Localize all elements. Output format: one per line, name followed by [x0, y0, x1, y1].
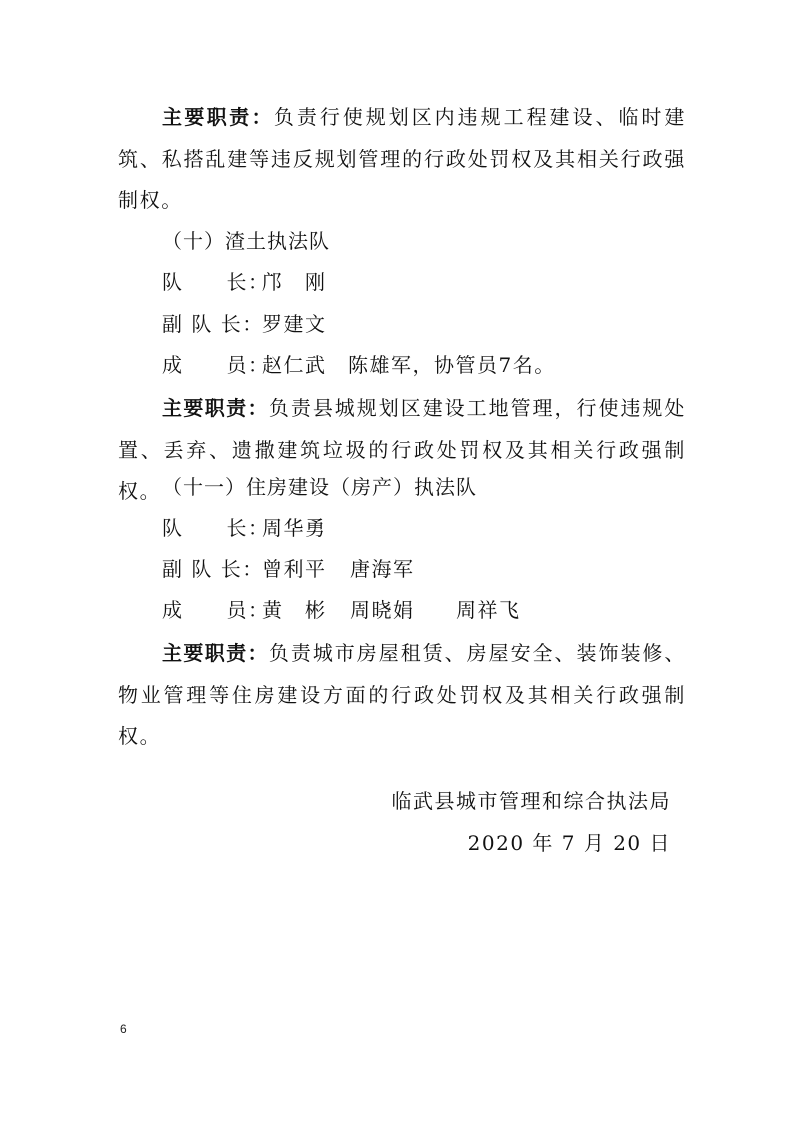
signature-organization: 临武县城市管理和综合执法局 [391, 789, 671, 813]
section-heading-11: （十一）住房建设（房产）执法队 [162, 475, 477, 499]
leader-label: 队 长： [162, 516, 270, 540]
member-name-3: 周祥飞 [456, 598, 521, 622]
duty-label: 主要职责： [162, 105, 274, 129]
duty-text: 负责行使规划区内违规工程建设、临时建筑、私搭乱建等违反规划管理的行政处罚权及其相关行政强制权。 [118, 105, 687, 212]
deputy-line-11 [162, 554, 415, 584]
section-heading-10: （十）渣土执法队 [162, 229, 330, 253]
members-label: 成 员： [162, 598, 270, 622]
leader-line-11 [162, 513, 327, 543]
duty-label: 主要职责： [162, 641, 269, 665]
member-name-2: 周晓娟 [350, 598, 415, 622]
member-name-1: 黄 彬 [262, 598, 327, 622]
deputy-line-10 [162, 309, 327, 339]
duty-text: 负责城市房屋租赁、房屋安全、装饰装修、物业管理等住房建设方面的行政处罚权及其相关行政强制权。 [118, 641, 687, 748]
deputy-name: 罗建文 [262, 312, 327, 336]
leader-label: 队 长： [162, 270, 270, 294]
leader-line-10 [162, 267, 327, 297]
deputy-name-2: 唐海军 [350, 557, 415, 581]
members-line-10 [162, 350, 556, 380]
leader-name: 周华勇 [262, 516, 327, 540]
members-label: 成 员： [162, 353, 270, 377]
leader-name: 邝 刚 [262, 270, 327, 294]
deputy-label: 副 队 长： [162, 312, 264, 336]
duty-paragraph-11 [118, 633, 686, 758]
duty-label: 主要职责： [162, 396, 269, 420]
members-line-11 [162, 595, 521, 625]
members-names: 赵仁武 陈雄军，协管员7名。 [262, 353, 556, 377]
signature-date: 2020 年 7 月 20 日 [467, 831, 671, 855]
duty-paragraph-prev [118, 97, 686, 222]
duty-text: 负责县城规划区建设工地管理，行使违规处置、丢弃、遗撒建筑垃圾的行政处罚权及其相关行政强制权。 [118, 396, 687, 503]
deputy-label: 副 队 长： [162, 557, 264, 581]
page-number: 6 [120, 1022, 127, 1036]
deputy-name-1: 曾利平 [262, 557, 327, 581]
